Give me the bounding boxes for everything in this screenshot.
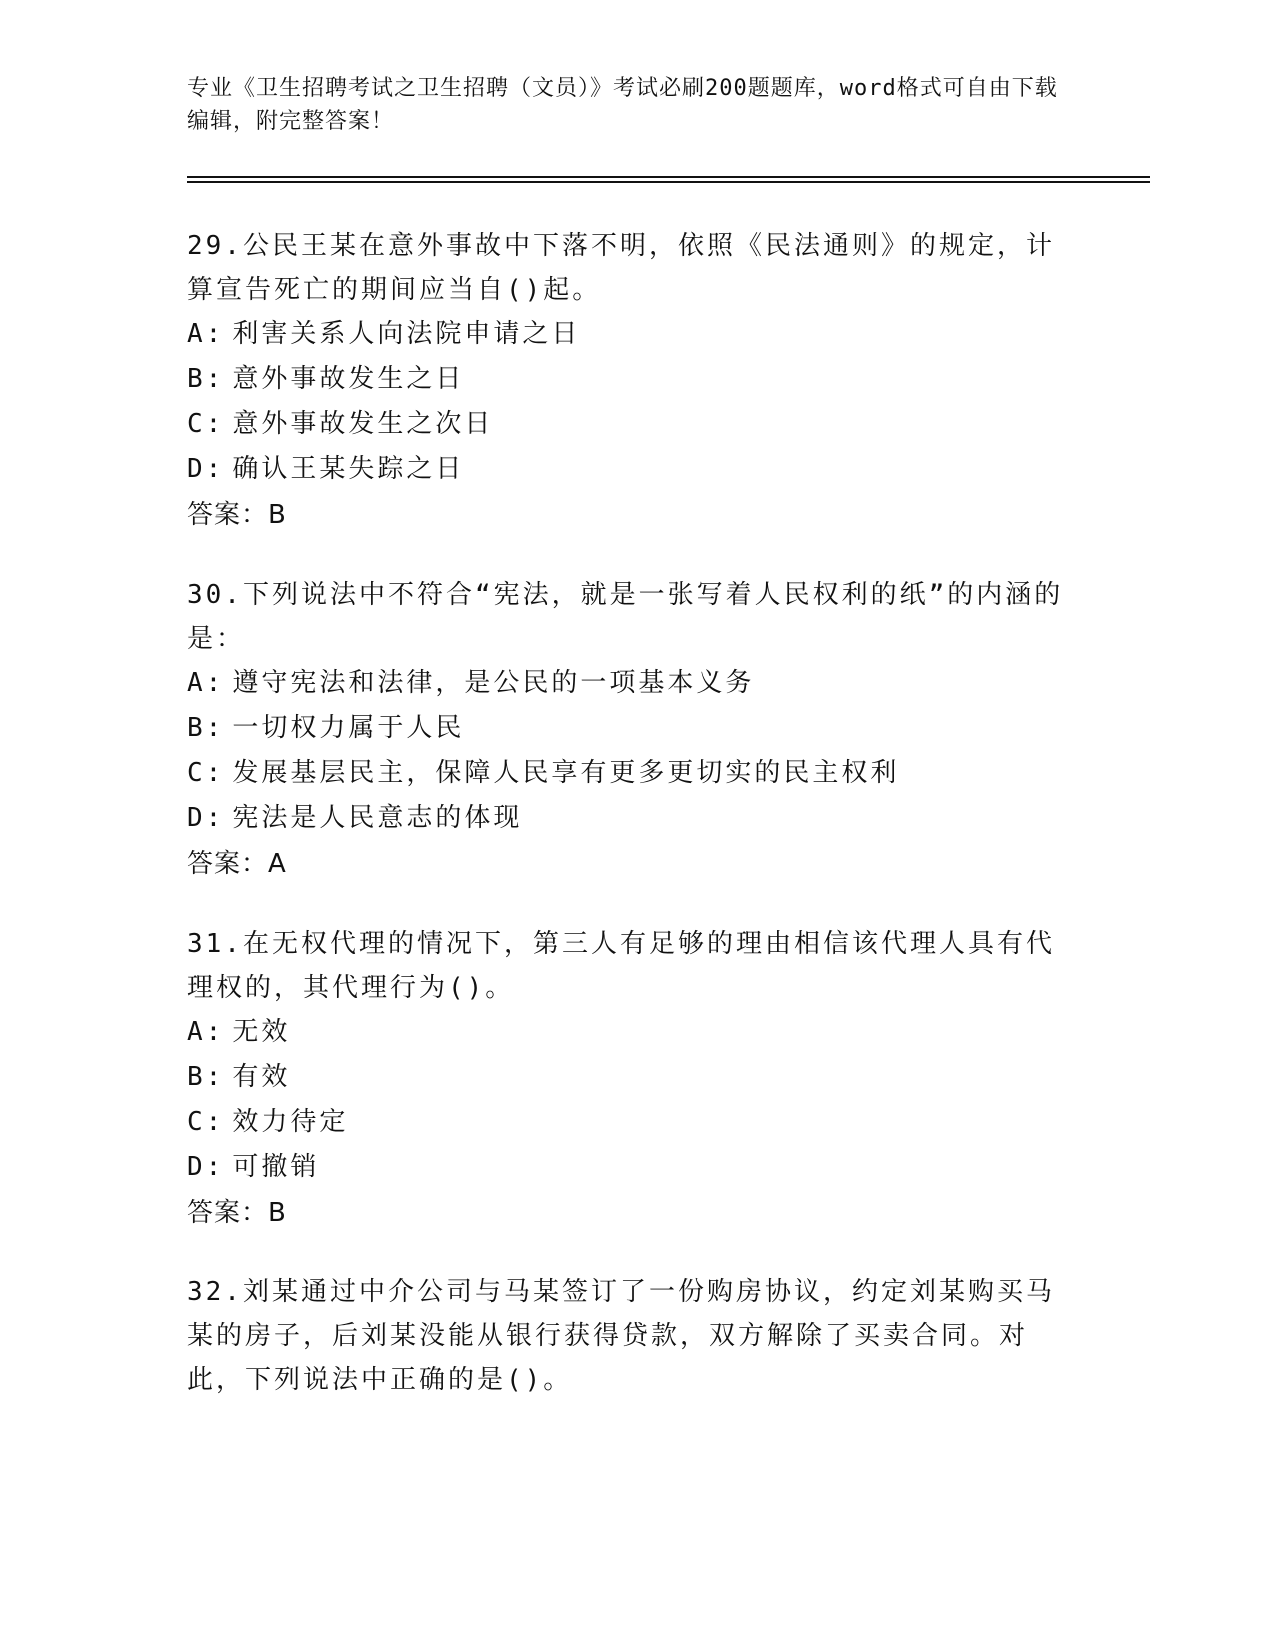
option-text: 意外事故发生之日 [232,364,465,394]
option-letter: B: [187,364,225,394]
option-text: 无效 [232,1017,291,1047]
option-text: 意外事故发生之次日 [232,409,494,439]
option-letter: A: [187,668,225,698]
option-a [187,312,1067,357]
question-stem: 29.公民王某在意外事故中下落不明，依照《民法通则》的规定，计算宣告死亡的期间应当自()起。 [187,231,1055,305]
question-31 [187,922,1067,1236]
option-text: 效力待定 [232,1107,349,1137]
question-29 [187,224,1067,538]
answer-label: 答案：A [187,849,287,879]
question-stem: 30.下列说法中不符合“宪法，就是一张写着人民权利的纸”的内涵的是： [187,580,1064,654]
option-letter: B: [187,1062,225,1092]
option-text: 利害关系人向法院申请之日 [232,319,581,349]
answer-label: 答案：B [187,1198,287,1228]
question-stem: 32.刘某通过中介公司与马某签订了一份购房协议，约定刘某购买马某的房子，后刘某没能从银行获得贷款，双方解除了买卖合同。对此，下列说法中正确的是()。 [187,1277,1055,1395]
header-divider-top [187,176,1150,178]
option-letter: D: [187,803,225,833]
answer-label: 答案：B [187,500,287,530]
option-c [187,1100,1067,1145]
option-letter: C: [187,758,225,788]
option-letter: C: [187,409,225,439]
document-header: 专业《卫生招聘考试之卫生招聘（文员）》考试必刷200题题库，word格式可自由下载编辑，附完整答案！ [187,76,1058,134]
option-letter: D: [187,1152,225,1182]
question-30 [187,573,1067,887]
option-text: 遵守宪法和法律，是公民的一项基本义务 [232,668,755,698]
option-letter: A: [187,1017,225,1047]
option-letter: A: [187,319,225,349]
option-text: 可撤销 [232,1152,320,1182]
option-text: 一切权力属于人民 [232,713,465,743]
option-d [187,447,1067,492]
header-divider-bottom [187,181,1150,183]
question-32 [187,1270,1067,1402]
option-text: 有效 [232,1062,291,1092]
option-text: 发展基层民主，保障人民享有更多更切实的民主权利 [232,758,900,788]
option-a [187,661,1067,706]
option-text: 宪法是人民意志的体现 [232,803,523,833]
option-d [187,796,1067,841]
option-a [187,1010,1067,1055]
option-text: 确认王某失踪之日 [232,454,465,484]
question-stem: 31.在无权代理的情况下，第三人有足够的理由相信该代理人具有代理权的，其代理行为()。 [187,929,1055,1003]
option-letter: B: [187,713,225,743]
option-c [187,402,1067,447]
option-b [187,1055,1067,1100]
option-letter: D: [187,454,225,484]
option-d [187,1145,1067,1190]
option-c [187,751,1067,796]
option-b [187,357,1067,402]
option-b [187,706,1067,751]
option-letter: C: [187,1107,225,1137]
